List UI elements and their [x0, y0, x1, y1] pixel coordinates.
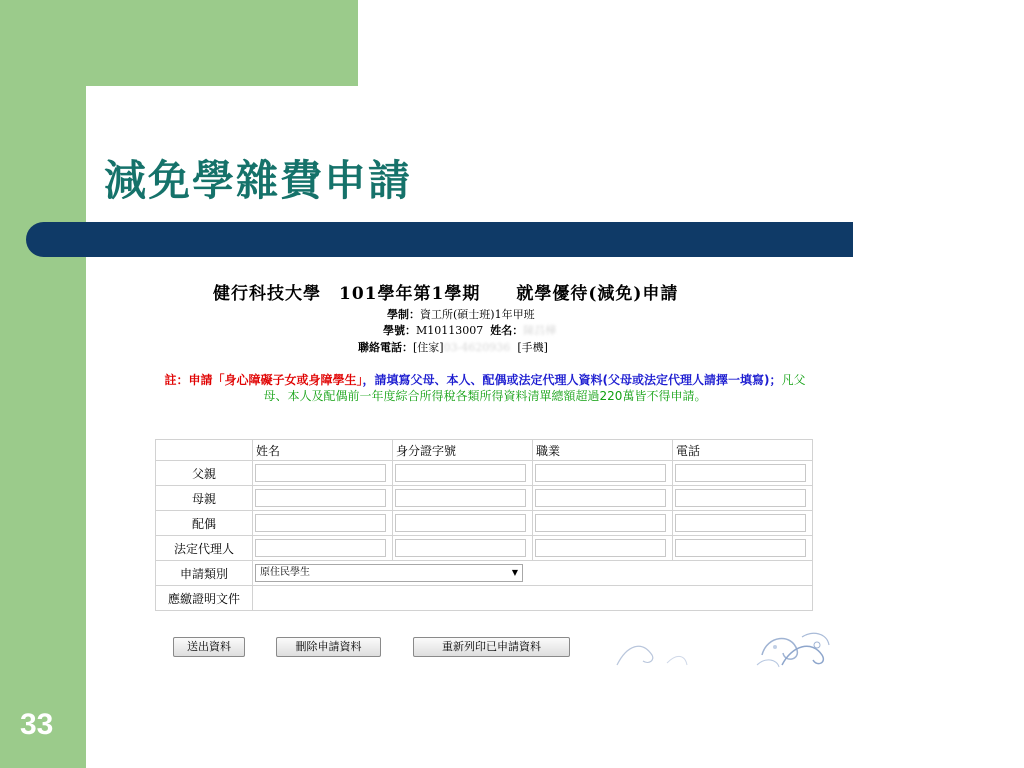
cell	[673, 511, 813, 536]
name-value: 陳昌樺	[523, 324, 557, 337]
table-row-guardian	[156, 536, 813, 561]
row-label-mother: 母親	[156, 486, 253, 511]
reprint-button[interactable]: 重新列印已申請資料	[413, 637, 570, 657]
phone-home-label: [住家]	[413, 341, 444, 354]
cell	[393, 511, 533, 536]
spouse-occupation-input[interactable]	[535, 514, 666, 532]
panel-corner	[86, 86, 126, 126]
page-number: 33	[20, 708, 54, 741]
row-label-father: 父親	[156, 461, 253, 486]
table-header-row	[156, 440, 813, 461]
slide-title: 減免學雜費申請	[104, 156, 413, 205]
father-id-input[interactable]	[395, 464, 526, 482]
category-select-value: 原住民學生	[260, 567, 310, 578]
row-label-guardian: 法定代理人	[156, 536, 253, 561]
table-row-father	[156, 461, 813, 486]
cell	[253, 461, 393, 486]
row-label-documents: 應繳證明文件	[156, 586, 253, 611]
category-select[interactable]	[255, 564, 523, 582]
program-label: 學制：	[387, 308, 420, 321]
row-label-spouse: 配偶	[156, 511, 253, 536]
cell	[533, 461, 673, 486]
cell	[533, 536, 673, 561]
spouse-phone-input[interactable]	[675, 514, 806, 532]
father-phone-input[interactable]	[675, 464, 806, 482]
mother-occupation-input[interactable]	[535, 489, 666, 507]
header-occupation: 職業	[533, 440, 673, 461]
table-row-category	[156, 561, 813, 586]
cell	[253, 511, 393, 536]
table-row-spouse	[156, 511, 813, 536]
student-info	[383, 322, 556, 338]
cell	[673, 536, 813, 561]
table-row-mother	[156, 486, 813, 511]
cell	[393, 486, 533, 511]
mother-name-input[interactable]	[255, 489, 386, 507]
cell	[533, 486, 673, 511]
guardian-table	[155, 439, 813, 611]
chevron-down-icon: ▼	[511, 568, 518, 577]
guardian-occupation-input[interactable]	[535, 539, 666, 557]
cell	[533, 511, 673, 536]
phone-label: 聯絡電話：	[358, 341, 413, 354]
decorative-swirl-pattern	[607, 625, 837, 670]
father-occupation-input[interactable]	[535, 464, 666, 482]
header-id-number: 身分證字號	[393, 440, 533, 461]
guardian-name-input[interactable]	[255, 539, 386, 557]
row-label-category: 申請類別	[156, 561, 253, 586]
phone-home-value: 03-4620936	[443, 341, 511, 354]
father-name-input[interactable]	[255, 464, 386, 482]
title-underline-bar	[26, 222, 853, 257]
name-label: 姓名：	[490, 324, 524, 337]
mother-phone-input[interactable]	[675, 489, 806, 507]
spouse-id-input[interactable]	[395, 514, 526, 532]
form-title: 健行科技大學 101學年第1學期 就學優待(減免)申請	[213, 284, 679, 304]
category-cell	[253, 561, 813, 586]
table-row-documents	[156, 586, 813, 611]
notice-red: 註：申請「身心障礙子女或身障學生」	[164, 373, 363, 387]
header-name: 姓名	[253, 440, 393, 461]
left-green-panel	[0, 0, 86, 768]
delete-button[interactable]: 刪除申請資料	[276, 637, 381, 657]
program-info	[387, 306, 535, 322]
student-id-value: M10113007	[416, 324, 484, 337]
student-id-label: 學號：	[383, 324, 416, 337]
top-green-panel	[86, 0, 358, 86]
form-screenshot	[155, 260, 830, 670]
cell	[253, 536, 393, 561]
cell	[393, 536, 533, 561]
cell	[673, 486, 813, 511]
header-phone: 電話	[673, 440, 813, 461]
table-corner-cell	[156, 440, 253, 461]
phone-mobile-label: [手機]	[517, 341, 548, 354]
notice-green: 凡父母、本人及配偶前一年度綜合所得稅各類所得資料清單總額超過220萬皆不得申請。	[263, 373, 806, 403]
cell	[673, 461, 813, 486]
program-value: 資工所(碩士班)1年甲班	[420, 308, 535, 321]
cell	[253, 486, 393, 511]
guardian-phone-input[interactable]	[675, 539, 806, 557]
guardian-id-input[interactable]	[395, 539, 526, 557]
submit-button[interactable]: 送出資料	[173, 637, 245, 657]
spouse-name-input[interactable]	[255, 514, 386, 532]
notice-text	[159, 372, 811, 404]
cell	[393, 461, 533, 486]
mother-id-input[interactable]	[395, 489, 526, 507]
phone-info	[358, 339, 548, 355]
notice-blue: ，請填寫父母、本人、配偶或法定代理人資料(父母或法定代理人請擇一填寫)；	[362, 373, 782, 387]
documents-cell	[253, 586, 813, 611]
